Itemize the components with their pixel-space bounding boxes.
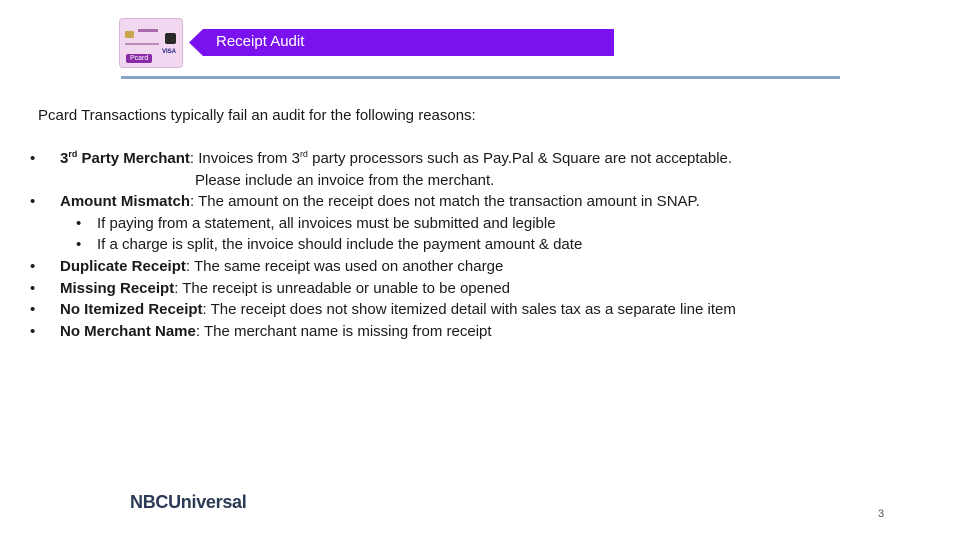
bullet: • [76,236,82,254]
reason-term: No Itemized Receipt [60,301,203,319]
nbcuniversal-logo: NBCUniversal [130,492,247,512]
reason-desc-continued: Please include an invoice from the merchant. [195,171,495,189]
list-item [30,299,910,321]
list-item [30,321,910,343]
square-logo-icon [165,33,176,44]
page-number: 3 [878,508,885,520]
bullet: • [30,301,36,319]
bullet: • [30,322,36,340]
list-item [30,148,910,170]
pcard-tag: Pcard [126,54,152,63]
reason-desc: : The receipt does not show itemized detail with sales tax as a separate line item [202,301,736,319]
intro-text: Pcard Transactions typically fail an audit for the following reasons: [38,107,476,124]
reason-term: Duplicate Receipt [60,257,186,275]
sub-list-item [30,213,910,235]
sub-list-item [30,234,910,256]
list-item [30,191,910,213]
reason-term: No Merchant Name [60,322,196,340]
list-item [30,256,910,278]
visa-logo: VISA [161,49,176,55]
sub-item-text: If a charge is split, the invoice should include the payment amount & date [97,236,583,254]
bullet: • [30,150,36,167]
reason-term: 3rd Party Merchant [60,149,190,167]
list-item [30,278,910,300]
reason-desc: : The same receipt was used on another charge [185,257,504,275]
bullet: • [30,279,36,297]
reason-desc: : The merchant name is missing from receipt [195,322,492,340]
reason-desc: : Invoices from 3rd party processors such as Pay.Pal & Square are not acceptable. [189,149,733,167]
slide-title: Receipt Audit [216,33,305,50]
pcard-image [119,18,183,68]
bullet: • [30,193,36,211]
card-chip [125,31,134,38]
reason-desc: : The receipt is unreadable or unable to be opened [174,279,511,297]
reason-desc: : The amount on the receipt does not match the transaction amount in SNAP. [190,193,700,211]
reason-term: Missing Receipt [60,279,175,297]
bullet: • [76,214,82,232]
reasons-list [30,148,910,342]
sub-item-text: If paying from a statement, all invoices must be submitted and legible [97,214,556,232]
bullet: • [30,257,36,275]
header-divider [121,76,840,79]
reason-term: Amount Mismatch [60,193,191,211]
